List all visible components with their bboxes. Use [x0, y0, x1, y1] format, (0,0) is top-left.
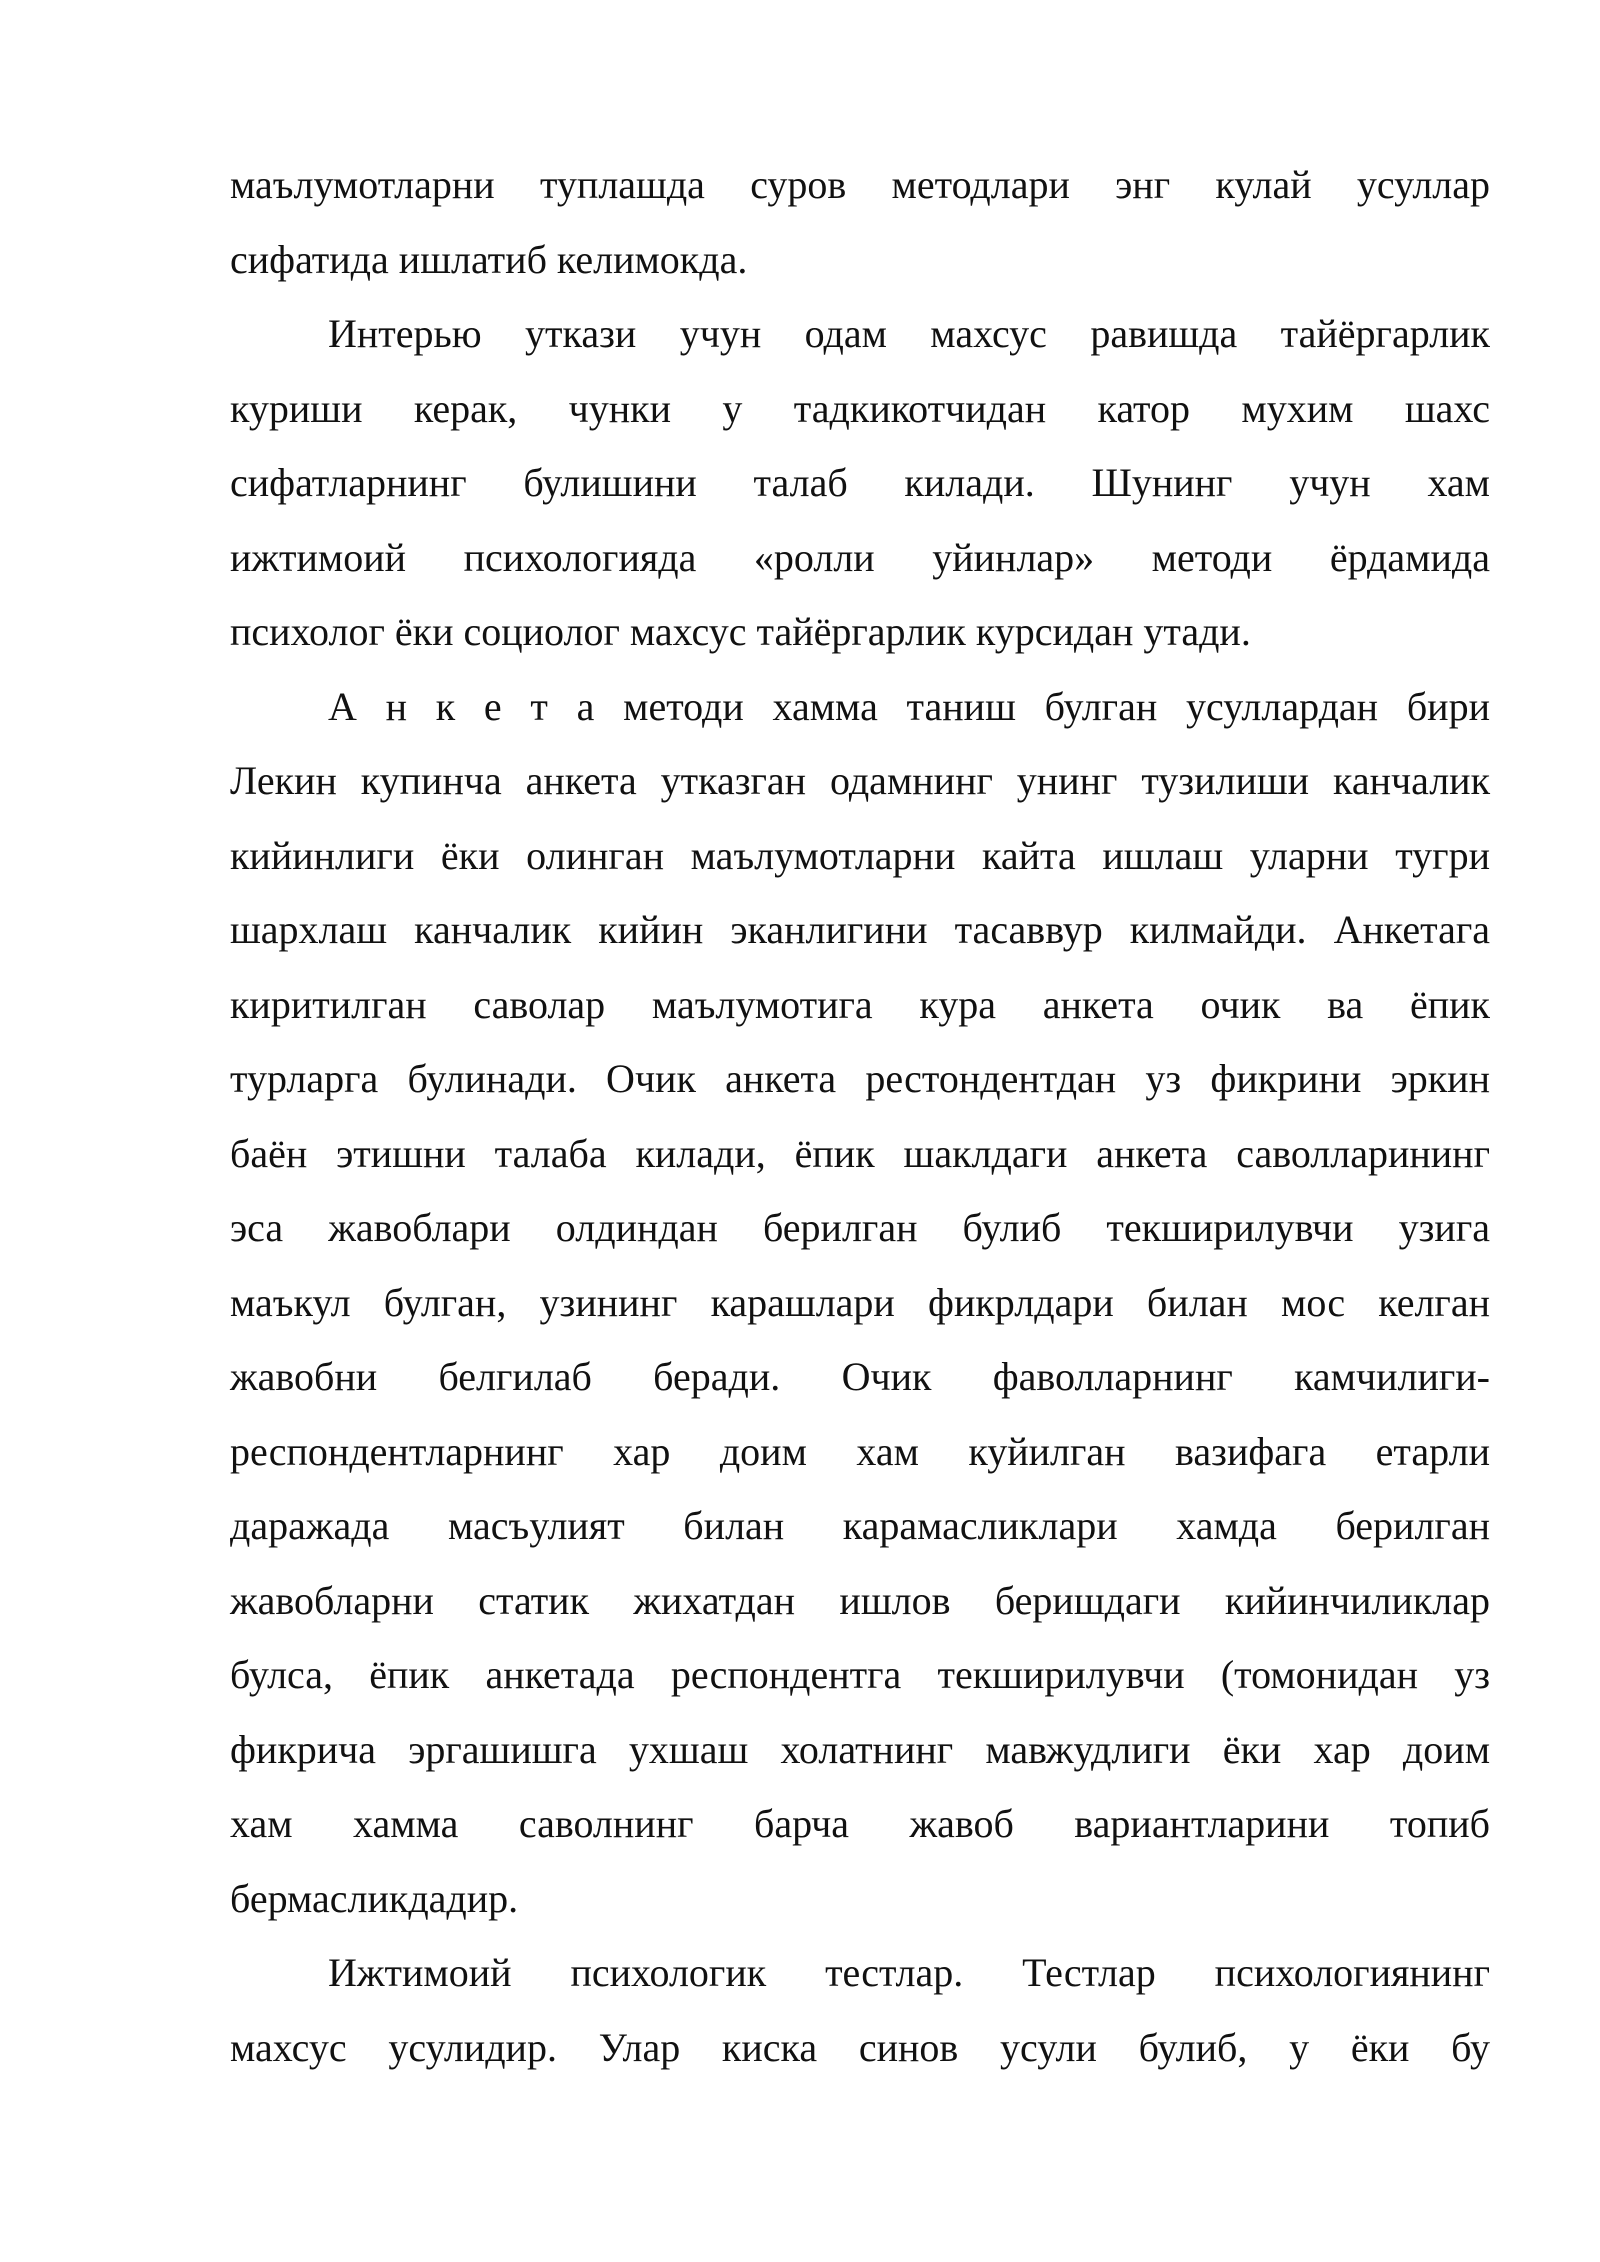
- text-line: бермасликдадир.: [230, 1875, 519, 1921]
- paragraph-4: [230, 1936, 1490, 2085]
- text-line: ижтимоий психологияда «ролли уйинлар» методи ёрдамида: [230, 534, 1490, 580]
- paragraph-1: [230, 148, 1490, 297]
- text-line: фикрича эргашишга ухшаш холатнинг мавжудлиги ёки хар доим: [230, 1726, 1490, 1772]
- text-line: эса жавоблари олдиндан берилган булиб текширилувчи узига: [230, 1205, 1490, 1250]
- text-line: киритилган саволар маълумотига кура анкета очик ва ёпик: [230, 981, 1490, 1027]
- document-body: [230, 148, 1490, 2085]
- text-line: сифатларнинг булишини талаб килади. Шунинг учун хам: [230, 460, 1490, 505]
- text-line: баён этишни талаба килади, ёпик шаклдаги анкета саволларининг: [230, 1130, 1490, 1176]
- text-line: турларга булинади. Очик анкета рестондентдан уз фикрини эркин: [230, 1056, 1490, 1101]
- text-line: Интерью уткази учун одам махсус равишда тайёргарлик: [328, 311, 1490, 356]
- text-line: сифатида ишлатиб келимокда.: [230, 236, 748, 282]
- paragraph-3: [230, 670, 1490, 1937]
- text-line: булса, ёпик анкетада респондентга текширилувчи (томонидан уз: [230, 1652, 1490, 1697]
- text-line: жавобни белгилаб беради. Очик фаволларнинг камчилиги-: [230, 1354, 1490, 1399]
- text-line: шархлаш канчалик кийин эканлигини тасаввур килмайди. Анкетага: [230, 907, 1490, 952]
- text-line: даражада масъулият билан карамасликлари хамда берилган: [230, 1503, 1490, 1548]
- text-line: хам хамма саволнинг барча жавоб вариантларини топиб: [230, 1801, 1490, 1846]
- paragraph-2: [230, 297, 1490, 670]
- text-line: куриши керак, чунки у тадкикотчидан катор мухим шахс: [230, 385, 1490, 431]
- text-line: психолог ёки социолог махсус тайёргарлик курсидан утади.: [230, 609, 1251, 654]
- text-line: Ижтимоий психологик тестлар. Тестлар психологиянинг: [328, 1950, 1490, 1995]
- text-line: махсус усулидир. Улар киска синов усули булиб, у ёки бу: [230, 2024, 1490, 2070]
- text-line: кийинлиги ёки олинган маълумотларни кайта ишлаш уларни тугри: [230, 832, 1490, 878]
- text-line: жавобларни статик жихатдан ишлов беришдаги кийинчиликлар: [230, 1577, 1490, 1623]
- text-line: Лекин купинча анкета утказган одамнинг унинг тузилиши канчалик: [230, 758, 1490, 803]
- text-line: маълумотларни туплашда суров методлари энг кулай усуллар: [230, 162, 1490, 207]
- text-line: маъкул булган, узининг карашлари фикрлдари билан мос келган: [230, 1279, 1490, 1325]
- text-line: А н к е т а методи хамма таниш булган усуллардан бири: [328, 683, 1490, 729]
- text-line: респондентларнинг хар доим хам куйилган вазифага етарли: [230, 1428, 1490, 1474]
